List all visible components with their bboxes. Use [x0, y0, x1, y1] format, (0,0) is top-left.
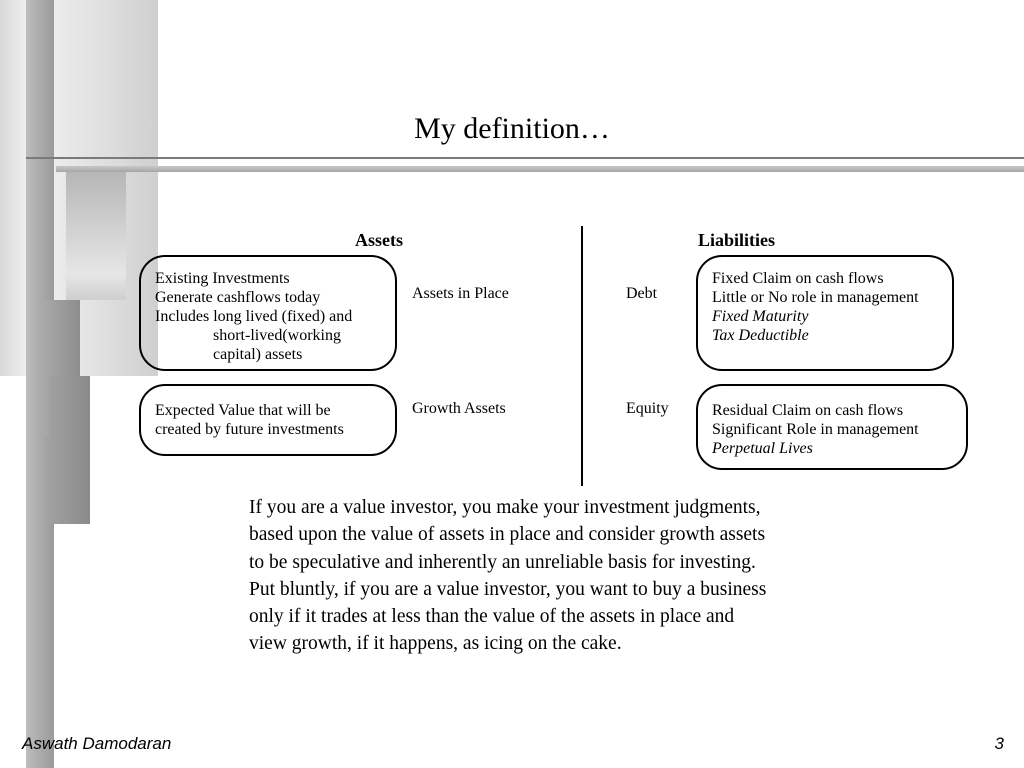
box-line: Significant Role in management — [712, 421, 919, 438]
debt-label: Debt — [626, 285, 658, 302]
decorative-gradient-square — [66, 170, 126, 300]
growth-assets-label: Growth Assets — [412, 400, 506, 417]
title-shadow-rule — [56, 166, 1024, 172]
existing-investments-box — [139, 255, 397, 371]
page-number: 3 — [994, 734, 1004, 753]
assets-in-place-label: Assets in Place — [412, 285, 509, 302]
box-line: Perpetual Lives — [712, 440, 813, 457]
box-line: Little or No role in management — [712, 289, 919, 306]
box-line: Generate cashflows today — [155, 289, 321, 306]
box-line: Residual Claim on cash flows — [712, 402, 904, 419]
box-line: Fixed Maturity — [712, 308, 809, 325]
assets-heading: Assets — [355, 230, 403, 250]
footer-author: Aswath Damodaran — [22, 734, 172, 753]
paragraph-line: If you are a value investor, you make your investment judgments, — [249, 497, 761, 518]
box-line: short-lived(working — [213, 327, 341, 344]
box-line: capital) assets — [213, 346, 303, 363]
box-line: Existing Investments — [155, 270, 290, 287]
liabilities-heading: Liabilities — [698, 230, 776, 250]
value-investor-paragraph — [249, 494, 869, 658]
box-line: Fixed Claim on cash flows — [712, 270, 884, 287]
paragraph-line: to be speculative and inherently an unreliable basis for investing. — [249, 551, 756, 573]
paragraph-line: Put bluntly, if you are a value investor, you want to buy a business — [249, 578, 767, 600]
equity-box — [696, 384, 968, 470]
balance-sheet-divider — [581, 226, 583, 486]
box-line: Tax Deductible — [712, 327, 809, 344]
title-rule — [26, 157, 1024, 159]
box-line: Expected Value that will be — [155, 402, 331, 419]
paragraph-line: view growth, if it happens, as icing on the cake. — [249, 633, 622, 655]
slide-title: My definition… — [414, 112, 610, 145]
decorative-dark-bar-lower — [50, 376, 90, 524]
paragraph-line: based upon the value of assets in place and consider growth assets — [249, 524, 766, 546]
growth-investments-box — [139, 384, 397, 456]
debt-box — [696, 255, 954, 371]
equity-label: Equity — [626, 400, 669, 417]
box-line: created by future investments — [155, 421, 344, 438]
box-line: Includes long lived (fixed) and — [155, 308, 353, 325]
paragraph-line: only if it trades at less than the value of the assets in place and — [249, 606, 735, 628]
